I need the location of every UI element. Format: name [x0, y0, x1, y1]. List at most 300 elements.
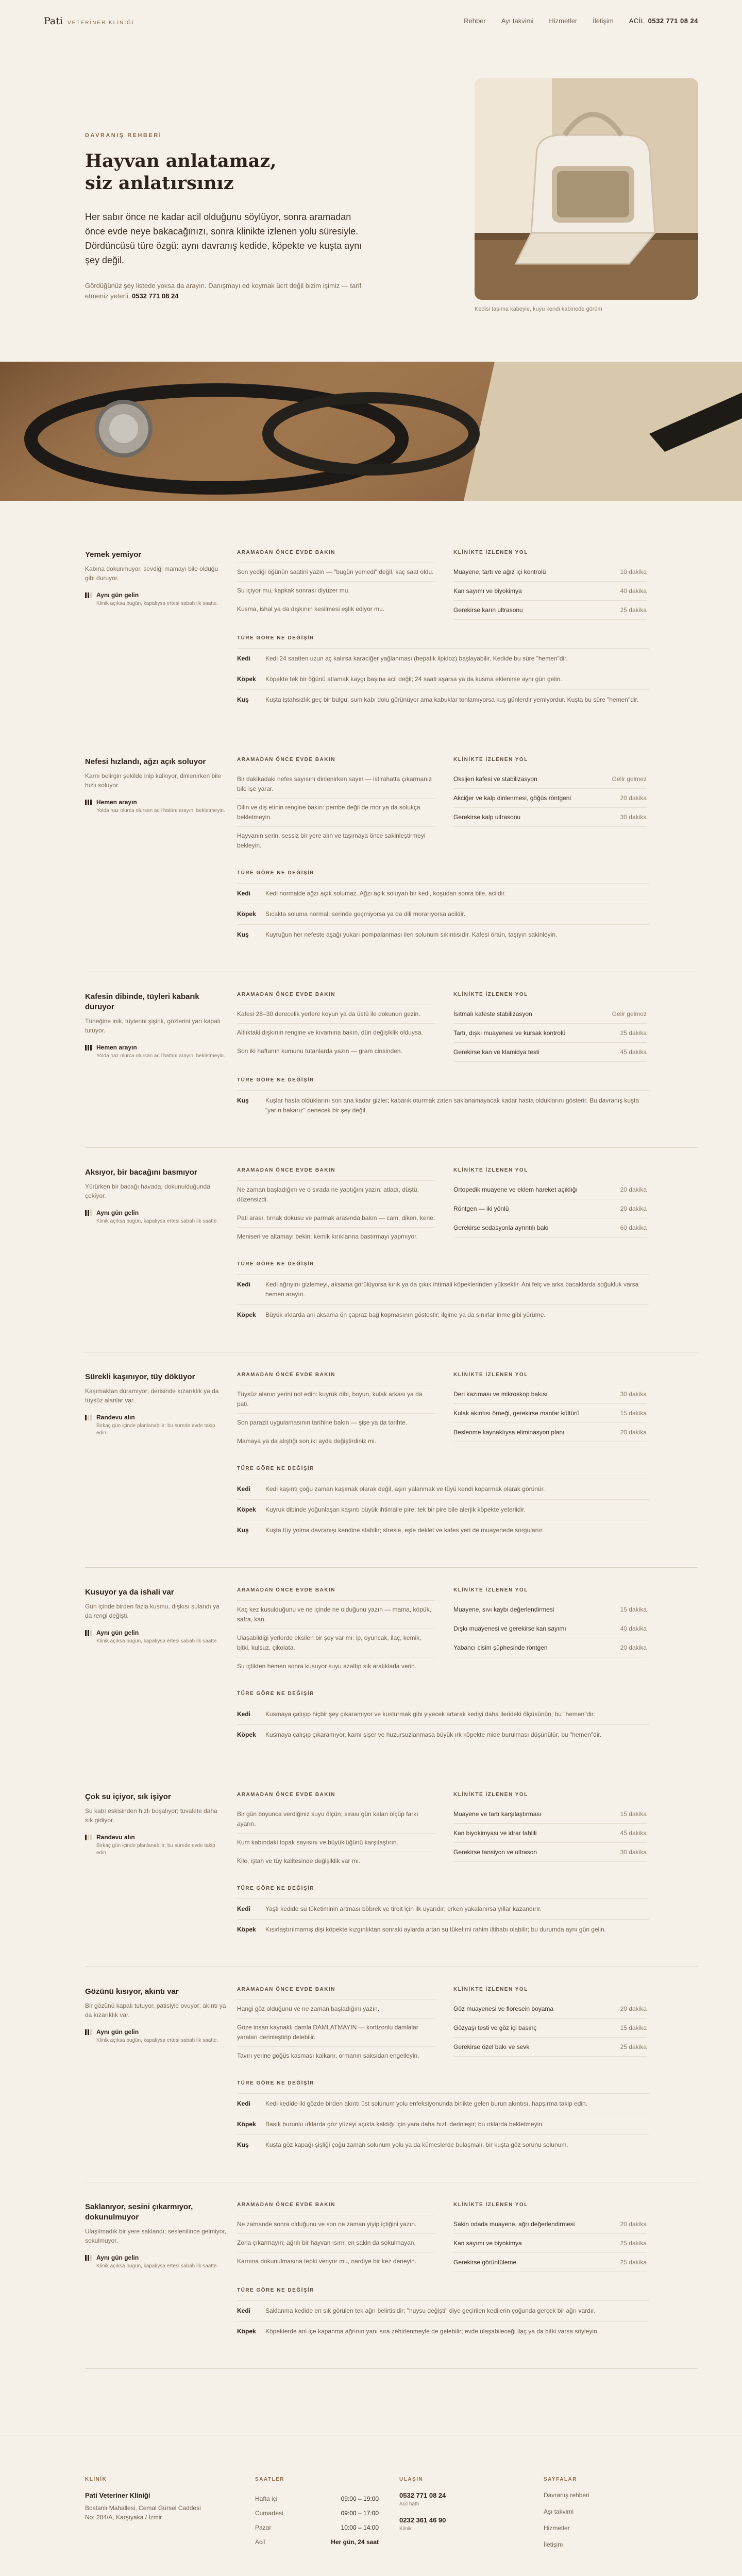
footer-acil-label: Acil hattı: [399, 2501, 419, 2507]
urgency-bar: [88, 1045, 89, 1050]
before-section: [237, 1587, 453, 1675]
clinic-step-duration: 25 dakika: [620, 2259, 647, 2266]
urgency-bar: [88, 1630, 89, 1636]
clinic-step-duration: Gelir gelmez: [612, 775, 647, 783]
footer-link-iletisim[interactable]: İletişim: [544, 2541, 563, 2548]
before-heading: ARAMADAN ÖNCE EVDE BAKIN: [237, 2202, 336, 2208]
symptom-item: [85, 1792, 698, 1967]
clinic-step-name: Muayene, sıvı kaybı değerlendirmesi: [453, 1606, 554, 1613]
clinic-section: [453, 1792, 647, 1870]
check-step: Son iki haftanın kumunu tutanlarda yazın — gram cinsinden.: [237, 1042, 435, 1060]
urgency-indicator: [85, 798, 227, 815]
species-name: Kedi: [237, 1281, 251, 1288]
species-row: [237, 1304, 649, 1325]
clinic-step-name: Gerekirse özel bakı ve sevk: [453, 2043, 530, 2050]
species-text: Kuşta göz kapağı şişliği çoğu zaman solunum yolu ya da kümeslerde bulaşmalı; bir kuşta göz sorunu solunum.: [265, 2141, 568, 2148]
species-text: Sıcakta soluma normal; serinde geçmiyorsa ya da dili morarıyorsa acildir.: [265, 910, 466, 918]
clinic-step: [453, 2253, 647, 2272]
clinic-section: [453, 1987, 647, 2065]
clinic-step-duration: 25 dakika: [620, 2240, 647, 2247]
hero-title: [85, 150, 374, 194]
urgency-bar: [85, 1045, 87, 1050]
clinic-heading: KLİNİKTE İZLENEN YOL: [453, 1792, 528, 1798]
clinic-step-duration: 25 dakika: [620, 606, 647, 614]
urgency-bar: [90, 592, 92, 598]
species-heading: TÜRE GÖRE NE DEĞİŞİR: [237, 2287, 315, 2293]
urgency-bar: [90, 1835, 92, 1840]
clinic-step: [453, 1600, 647, 1619]
clinic-step: [453, 1805, 647, 1824]
clinic-heading: KLİNİKTE İZLENEN YOL: [453, 1372, 528, 1378]
urgency-bar: [90, 1045, 92, 1050]
clinic-step: [453, 1404, 647, 1423]
species-section: [237, 1261, 649, 1325]
species-name: Köpek: [237, 910, 256, 918]
symptom-top-row: [237, 1587, 649, 1675]
species-row: [237, 883, 649, 904]
clinic-step-name: Akciğer ve kalp dinlenmesi, göğüs röntgeni: [453, 794, 571, 802]
clinic-step-duration: 30 dakika: [620, 1391, 647, 1398]
urgency-bar: [90, 1210, 92, 1216]
clinic-step-name: Muayene, tartı ve ağız içi kontrolü: [453, 568, 546, 575]
clinic-section: [453, 992, 647, 1062]
clinic-step-duration: 30 dakika: [620, 814, 647, 821]
symptom-top-row: [237, 992, 649, 1062]
clinic-step-duration: 20 dakika: [620, 1429, 647, 1436]
clinic-step-duration: 10 dakika: [620, 568, 647, 575]
urgency-bar: [85, 1210, 87, 1216]
symptom-title: Nefesi hızlandı, ağzı açık soluyor: [85, 757, 206, 766]
before-heading: ARAMADAN ÖNCE EVDE BAKIN: [237, 757, 336, 762]
clinic-step-name: Deri kazıması ve mikroskop bakısı: [453, 1391, 548, 1398]
check-step: Tüysüz alanın yerini not edin: kuyruk dibi, boyun, kulak arkası ya da pati.: [237, 1385, 435, 1413]
urgency-indicator: [85, 591, 227, 607]
species-text: Kedi ağrıyını gizlemeyi, aksama görülüyorsa kırık ya da çıkık ihtimali köpeklerinden yüksektir. Ani felç ve arka bacaklarda soğukluk varsa hemen arayın.: [265, 1281, 639, 1298]
check-step: Ne zamande sonra olduğunu ve son ne zaman yiyip içtiğini yazın.: [237, 2215, 435, 2233]
check-step: Göze insan kaynaklı damla DAMLATMAYIN — kortizonlu damlalar yaraları derinleştirip delebilir.: [237, 2018, 435, 2046]
clinic-step-name: Göz muayenesi ve floresein boyama: [453, 2005, 554, 2012]
footer-acil-phone[interactable]: 0532 771 08 24: [399, 2492, 446, 2499]
urgency-desc: Klinik açıksa bugün, kapalıysa ertesi sabah ilk saatte.: [96, 2038, 218, 2043]
site-header: [0, 0, 742, 42]
hero-note-text: Gördüğünüz şey listede yoksa da arayın. Danışmayı ed koymak ücrt değil bizim işimiz — tarif etmeniz yeterli.: [85, 282, 362, 300]
species-text: Kedi normalde ağzı açık solumaz. Ağzı açık soluyan bir kedi, koşudan sonra bile, acildir.: [265, 890, 506, 897]
urgency-desc: Klinik açıksa bugün, kapalıysa ertesi sabah ilk saatte.: [96, 2263, 218, 2269]
urgency-bars-icon: [85, 2028, 92, 2035]
clinic-section: [453, 2202, 647, 2272]
check-step: Kafesi 28–30 derecelik yerlere koyun ya da üstü ile dokunun gezin.: [237, 1005, 435, 1023]
symptom-top-row: [237, 757, 649, 855]
urgency-title: Aynı gün gelin: [96, 1209, 139, 1216]
hours-day: Cumartesi: [255, 2510, 283, 2517]
clinic-section: [453, 1167, 647, 1246]
symptom-details: [237, 992, 649, 1121]
before-section: [237, 757, 453, 855]
species-text: Kedi kaşıntı çoğu zaman kaşımak olarak değil, aşırı yalanmak ve tüyü kendi koparmak olarak görünür.: [265, 1485, 545, 1493]
clinic-step-name: Kan sayımı ve biyokimya: [453, 2240, 522, 2247]
symptom-summary: [85, 1587, 237, 1745]
species-row: [237, 648, 649, 669]
check-step: Son yediği öğünün saatini yazın — "bugün yemedi" değil, kaç saat oldu.: [237, 563, 435, 581]
symptom-desc: Karnı belirgin şekilde inip kalkıyor, dinlenirken bile hızlı soluyor.: [85, 772, 222, 789]
clinic-step-name: Gözyaşı testi ve göz içi basınç: [453, 2024, 537, 2031]
footer-links-heading: SAYFALAR: [544, 2477, 577, 2482]
check-step: Tavırı yerine göğüs kasması kalkanı, ormanın saksıdan engelleyin.: [237, 2046, 435, 2065]
symptom-item: [85, 1587, 698, 1772]
species-name: Köpek: [237, 1311, 256, 1318]
species-text: Kusmaya çalışıp çıkaramıyor, karnı şişer ve huzursuzlanmasa büyük ırk köpekte mide burulması düşünülür; bu "hemen"dir.: [265, 1731, 602, 1738]
hero-image-caption: Kedisi taşıma kabeyle, kuyu kendi kabinede görüm: [475, 306, 602, 312]
symptom-item: [85, 550, 698, 737]
symptom-item: [85, 757, 698, 972]
urgency-bar: [88, 1835, 89, 1840]
clinic-step-duration: 20 dakika: [620, 1186, 647, 1193]
hero: [0, 42, 742, 362]
main-nav: [464, 17, 698, 25]
urgency-bar: [88, 2029, 89, 2035]
species-name: Köpek: [237, 675, 256, 683]
urgency-title: Hemen arayın: [96, 799, 137, 806]
species-row: [237, 2134, 649, 2155]
symptom-item: [85, 992, 698, 1148]
species-text: Büyük ırklarda ani aksama ön çapraz bağ kopmasının göstestir; ilgime ya da sınırlar inme gibi yürüme.: [265, 1311, 546, 1318]
check-step: Kusma, ishal ya da dışkının kesilmesi eşlik ediyor mu.: [237, 600, 435, 618]
species-text: Kuyruğun her nefeste aşağı yukarı pompalanması ileri solunum sıkıntısıdır. Kafesi örtün, taşıyın sakinleyin.: [265, 931, 558, 938]
urgency-bar: [85, 2255, 87, 2261]
clinic-heading: KLİNİKTE İZLENEN YOL: [453, 1987, 528, 1992]
clinic-step-name: Dışkı muayenesi ve gerekirse kan sayımı: [453, 1625, 566, 1632]
urgency-indicator: [85, 1413, 227, 1437]
check-step: Zorla çıkarmayın; ağrılı bir hayvan ısırır, en sakin da sokulmayan.: [237, 2233, 435, 2252]
species-row: [237, 1724, 649, 1745]
footer-link-asi[interactable]: Aşı takvimi: [544, 2508, 574, 2515]
before-section: [237, 992, 453, 1062]
symptom-desc: Ulaşılmadık bir yere saklandı; seslenilince gelmiyor, sokulmuyor.: [85, 2228, 227, 2244]
species-name: Kuş: [237, 1097, 249, 1104]
hero-note-phone[interactable]: 0532 771 08 24: [132, 292, 179, 300]
clinic-step: [453, 1199, 647, 1218]
clinic-step-name: Gerekirse görüntüleme: [453, 2259, 517, 2266]
check-step: Kaç kez kusulduğunu ve ne içinde ne olduğunu yazın — mama, köpük, safra, kan.: [237, 1600, 435, 1629]
clinic-heading: KLİNİKTE İZLENEN YOL: [453, 1587, 528, 1593]
urgency-bar: [90, 1630, 92, 1636]
before-heading: ARAMADAN ÖNCE EVDE BAKIN: [237, 1987, 336, 1992]
urgency-bar: [85, 2029, 87, 2035]
check-step: Mamaya ya da alıştığı son iki ayda değiştirdiniz mi.: [237, 1432, 435, 1450]
hours-time: 09:00 – 17:00: [341, 2510, 379, 2517]
hero-title-line1: Hayvan anlatamaz,: [85, 150, 277, 172]
banner-image-stethoscope: [0, 362, 742, 501]
species-text: Köpekte tek bir öğünü atlamak kaygı başına acil değil; 24 saati aşarsa ya da kusma eklenirse aynı gün gelin.: [265, 675, 562, 683]
species-row: [237, 689, 649, 710]
nav-hizmetler[interactable]: Hizmetler: [549, 17, 578, 25]
clinic-step-duration: 20 dakika: [620, 1205, 647, 1212]
species-name: Köpek: [237, 2121, 256, 2128]
species-name: Köpek: [237, 2328, 256, 2335]
symptom-top-row: [237, 1167, 649, 1246]
clinic-step-duration: 20 dakika: [620, 794, 647, 802]
clinic-step: [453, 1999, 647, 2019]
urgency-title: Hemen arayın: [96, 1044, 137, 1051]
hours-row: [255, 2492, 379, 2506]
hours-day: Pazar: [255, 2524, 272, 2531]
check-step: Su içiyor mu, kapkak sonrası diyüzer mu.: [237, 581, 435, 600]
urgency-title: Aynı gün gelin: [96, 2254, 139, 2261]
footer-link-rehber[interactable]: Davranış rehberi: [544, 2492, 589, 2499]
clinic-step-name: Yabancı cisim şüphesinde röntgen: [453, 1644, 548, 1651]
symptom-title: Yemek yemiyor: [85, 550, 142, 559]
species-row: [237, 904, 649, 924]
species-name: Köpek: [237, 1731, 256, 1738]
species-name: Köpek: [237, 1506, 256, 1513]
symptom-summary: [85, 757, 237, 945]
clinic-step-name: Gerekirse karın ultrasonu: [453, 606, 523, 614]
footer-address-line2: No: 284/A, Karşıyaka / İzmir: [85, 2514, 162, 2521]
footer-address-line1: Bostanlı Mahallesi, Cemal Gürsel Caddesi: [85, 2504, 201, 2512]
clinic-step-duration: 15 dakika: [620, 1410, 647, 1417]
clinic-step: [453, 1218, 647, 1238]
urgency-title: Aynı gün gelin: [96, 591, 139, 599]
clinic-section: [453, 550, 647, 620]
footer-clinic-label: Klinik: [399, 2526, 412, 2532]
urgency-bars-icon: [85, 1043, 92, 1050]
clinic-step-duration: 60 dakika: [620, 1224, 647, 1231]
symptom-summary: [85, 550, 237, 710]
before-section: [237, 1167, 453, 1246]
hours-day: Acil: [255, 2538, 265, 2546]
species-heading: TÜRE GÖRE NE DEĞİŞİR: [237, 1261, 315, 1267]
clinic-step: [453, 2019, 647, 2038]
species-section: [237, 870, 649, 945]
symptom-top-row: [237, 2202, 649, 2272]
hero-text: [85, 78, 374, 329]
urgency-bar: [88, 592, 89, 598]
clinic-heading: KLİNİKTE İZLENEN YOL: [453, 550, 528, 555]
nav-acil-phone[interactable]: [629, 17, 698, 25]
footer-contact: [399, 2477, 544, 2557]
species-section: [237, 1691, 649, 1745]
clinic-step-name: Muayene ve tartı karşılaştırması: [453, 1810, 542, 1818]
species-section: [237, 1466, 649, 1540]
species-text: Yaşlı kedide su tüketiminin artması böbrek ve tiroit için ilk uyarıdır; erken yakalanırsa yıllar kazandırır.: [265, 1905, 542, 1912]
species-row: [237, 1704, 649, 1724]
before-heading: ARAMADAN ÖNCE EVDE BAKIN: [237, 1792, 336, 1798]
species-row: [237, 1479, 649, 1499]
symptom-details: [237, 1372, 649, 1540]
symptom-item: [85, 1987, 698, 2182]
clinic-step-duration: 20 dakika: [620, 2005, 647, 2012]
urgency-bar: [90, 1415, 92, 1420]
footer-clinic-name: Pati Veteriner Kliniği: [85, 2492, 150, 2499]
urgency-bar: [88, 1415, 89, 1420]
species-name: Kedi: [237, 2307, 251, 2314]
check-step: Hayvanın serin, sessiz bir yere alın ve taşımaya önce sakinleştirmeyi bekleyin.: [237, 826, 435, 855]
symptom-top-row: [237, 550, 649, 620]
urgency-bar: [90, 2255, 92, 2261]
footer-link-hizmetler[interactable]: Hizmetler: [544, 2524, 570, 2532]
symptom-details: [237, 757, 649, 945]
urgency-bar: [85, 1835, 87, 1840]
urgency-bar: [88, 800, 89, 805]
check-step: Su içtikten hemen sonra kusuyor suyu azaltıp sık aralıklarla verin.: [237, 1657, 435, 1675]
species-name: Kedi: [237, 890, 251, 897]
species-row: [237, 2300, 649, 2321]
species-text: Kuyruk dibinde yoğunlaşan kaşıntı büyük ihtimalle pire; tek bir pire bile alerjik köpekte yeterlidir.: [265, 1506, 526, 1513]
clinic-step-name: Isıtmalı kafeste stabilizasyon: [453, 1010, 532, 1018]
species-text: Kedi kedide iki gözde birden akıntı üst solunum yolu enfeksiyonunda birlikte gelen burun akıntısı, hapşırma takip edin.: [265, 2100, 588, 2107]
urgency-bars-icon: [85, 1413, 92, 1420]
clinic-step: [453, 1638, 647, 1657]
footer-contact-heading: ULAŞIN: [399, 2477, 424, 2482]
clinic-heading: KLİNİKTE İZLENEN YOL: [453, 992, 528, 997]
species-heading: TÜRE GÖRE NE DEĞİŞİR: [237, 870, 315, 876]
symptom-summary: [85, 1372, 237, 1540]
hours-time: 10:00 – 14:00: [341, 2524, 379, 2531]
before-section: [237, 1372, 453, 1450]
clinic-step: [453, 1005, 647, 1024]
species-name: Kedi: [237, 1485, 251, 1493]
symptom-details: [237, 1167, 649, 1325]
hero-eyebrow: DAVRANIŞ REHBERİ: [85, 132, 162, 139]
clinic-step-name: Gerekirse sedasyonla ayrıntılı bakı: [453, 1224, 549, 1231]
urgency-title: Aynı gün gelin: [96, 2028, 139, 2036]
before-heading: ARAMADAN ÖNCE EVDE BAKIN: [237, 1372, 336, 1378]
symptom-title: Saklanıyor, sesini çıkarmıyor, dokunulmuyor: [85, 2202, 193, 2222]
species-heading: TÜRE GÖRE NE DEĞİŞİR: [237, 1886, 315, 1891]
before-section: [237, 2202, 453, 2272]
symptom-title: Gözünü kısıyor, akıntı var: [85, 1987, 179, 1996]
species-text: Basık burunlu ırklarda göz yüzeyi açıkta kaldığı için yara daha hızlı derinleşir; bu ırklarda bekletmeyin.: [265, 2121, 544, 2128]
footer-clinic-phone[interactable]: 0232 361 46 90: [399, 2516, 446, 2524]
symptom-details: [237, 1792, 649, 1940]
urgency-bars-icon: [85, 1209, 92, 1216]
symptom-desc: Kaşımaktan duramıyor; derisinde kızarıklık ya da tüysüz alanlar var.: [85, 1387, 219, 1404]
hero-media: [475, 78, 698, 329]
clinic-step: [453, 1824, 647, 1843]
clinic-step-duration: 45 dakika: [620, 1829, 647, 1837]
symptom-list: [0, 501, 742, 2404]
urgency-bar: [85, 592, 87, 598]
urgency-bar: [90, 800, 92, 805]
symptom-desc: Bir gözünü kapalı tutuyor, patisiyle ovuyor; akıntı ya da kızarıklık var.: [85, 2002, 226, 2019]
check-step: Kum kabındaki topak sayısını ve büyüklüğünü karşılaştırın.: [237, 1833, 435, 1852]
species-text: Kusmaya çalışıp hiçbir şey çıkaramıyor ve kusturmak gibi yiyecek artarak kediyi daha ilerideki ölçüsünün; bu "hemen"dir.: [265, 1710, 595, 1718]
clinic-heading: KLİNİKTE İZLENEN YOL: [453, 2202, 528, 2208]
symptom-summary: [85, 1987, 237, 2155]
urgency-indicator: [85, 1629, 227, 1645]
clinic-step-name: Ortopedik muayene ve eklem hareket açıklığı: [453, 1186, 578, 1193]
clinic-step: [453, 563, 647, 582]
species-row: [237, 1899, 649, 1919]
logo-main: Pati: [44, 15, 63, 27]
symptom-summary: [85, 2202, 237, 2342]
pet-carrier-illustration: [475, 78, 698, 300]
species-name: Kuş: [237, 931, 249, 938]
clinic-heading: KLİNİKTE İZLENEN YOL: [453, 757, 528, 762]
urgency-indicator: [85, 2028, 227, 2044]
species-row: [237, 1499, 649, 1520]
nav-rehber[interactable]: Rehber: [464, 17, 486, 25]
logo[interactable]: [44, 15, 134, 27]
check-step: Kilo, iştah ve tüy kalitesinde değişiklik var mı.: [237, 1852, 435, 1870]
urgency-title: Aynı gün gelin: [96, 1629, 139, 1636]
clinic-step: [453, 1043, 647, 1062]
clinic-step-duration: 25 dakika: [620, 1029, 647, 1037]
species-name: Kedi: [237, 655, 251, 662]
clinic-step-duration: 40 dakika: [620, 587, 647, 595]
symptom-item: [85, 1167, 698, 1352]
species-section: [237, 2080, 649, 2155]
symptom-desc: Kabına dokunmuyor, sevdiği mamayı bile olduğu gibi duruyor.: [85, 565, 218, 582]
urgency-indicator: [85, 1209, 227, 1225]
urgency-desc: Klinik açıksa bugün, kapalıysa ertesi sabah ilk saatte.: [96, 601, 218, 606]
symptom-desc: Su kabı eskisinden hızlı boşalıyor; tuvalete daha sık gidiyor.: [85, 1807, 217, 1824]
urgency-indicator: [85, 1833, 227, 1857]
hero-title-line2: siz anlatırsınız: [85, 173, 234, 194]
species-name: Kedi: [237, 2100, 251, 2107]
clinic-step: [453, 1843, 647, 1862]
hours-time: Her gün, 24 saat: [331, 2538, 379, 2546]
urgency-bars-icon: [85, 591, 92, 598]
species-heading: TÜRE GÖRE NE DEĞİŞİR: [237, 1691, 315, 1697]
clinic-step: [453, 1423, 647, 1442]
urgency-bar: [85, 1415, 87, 1420]
nav-iletisim[interactable]: İletişim: [593, 17, 614, 25]
symptom-desc: Tüneğine inik, tüylerini şişirik, gözlerini yarı kapalı tutuyor.: [85, 1018, 221, 1034]
species-row: [237, 1520, 649, 1540]
clinic-step-name: Beslenme kaynaklıysa eliminasyon planı: [453, 1429, 565, 1436]
footer-columns: [85, 2477, 698, 2576]
site-footer: [0, 2435, 742, 2576]
urgency-desc: Yolda haz olurca olursan acil hattını arayın, bekletmeyin.: [96, 808, 225, 814]
clinic-step-name: Kan sayımı ve biyokimya: [453, 587, 522, 595]
urgency-indicator: [85, 1043, 227, 1060]
before-heading: ARAMADAN ÖNCE EVDE BAKIN: [237, 1167, 336, 1173]
logo-sub: VETERİNER KLİNİĞİ: [67, 20, 134, 26]
symptom-details: [237, 2202, 649, 2342]
hours-row: [255, 2506, 379, 2520]
urgency-desc: Klinik açıksa bugün, kapalıysa ertesi sabah ilk saatte.: [96, 1638, 218, 1644]
symptom-title: Kusuyor ya da ishali var: [85, 1588, 174, 1597]
clinic-step: [453, 789, 647, 808]
clinic-section: [453, 1587, 647, 1675]
clinic-step: [453, 1619, 647, 1638]
footer-clinic-heading: KLİNİK: [85, 2477, 107, 2482]
urgency-bar: [90, 2029, 92, 2035]
nav-asi-takvimi[interactable]: Ayı takvimi: [501, 17, 534, 25]
clinic-heading: KLİNİKTE İZLENEN YOL: [453, 1167, 528, 1173]
clinic-step-duration: 20 dakika: [620, 2221, 647, 2228]
clinic-section: [453, 757, 647, 855]
species-text: Köpeklerde ani içe kapanma ağrının yanı sıra zehirlenmeyle de gelebilir; evde ulaşabileceği ilaç ya da bitki varsa söyleyin.: [265, 2328, 599, 2335]
species-heading: TÜRE GÖRE NE DEĞİŞİR: [237, 2080, 315, 2086]
clinic-step: [453, 770, 647, 789]
species-text: Kuşta iştahsızlık geç bir bulgu: sum kabı dolu görünüyor ama kabuklar tonlamıyorsa kuş günlerdir yemiyordur. Kuşta bu süre "hemen"dir.: [265, 696, 639, 703]
before-heading: ARAMADAN ÖNCE EVDE BAKIN: [237, 550, 336, 555]
symptom-top-row: [237, 1372, 649, 1450]
species-text: Kuşta tüy yolma davranışı kendine stabilir; stresle, eşle deklet ve kafes yeri de muayenede sorgulanır.: [265, 1527, 544, 1534]
hours-row: [255, 2535, 379, 2549]
check-step: Hangi göz olduğunu ve ne zaman başladığını yazın.: [237, 1999, 435, 2018]
species-heading: TÜRE GÖRE NE DEĞİŞİR: [237, 635, 315, 641]
species-section: [237, 1077, 649, 1121]
urgency-indicator: [85, 2253, 227, 2270]
symptom-desc: Yürürken bir bacağı havada; dokunulduğunda çekiyor.: [85, 1183, 210, 1199]
urgency-desc: Birkaç gün içinde planlanabilir; bu sürede evde takip edin.: [96, 1423, 215, 1436]
symptom-details: [237, 1587, 649, 1745]
species-name: Kuş: [237, 2141, 249, 2148]
check-step: Pati arası, tırnak dokusu ve parmak arasında bakın — cam, diken, kene.: [237, 1209, 435, 1227]
